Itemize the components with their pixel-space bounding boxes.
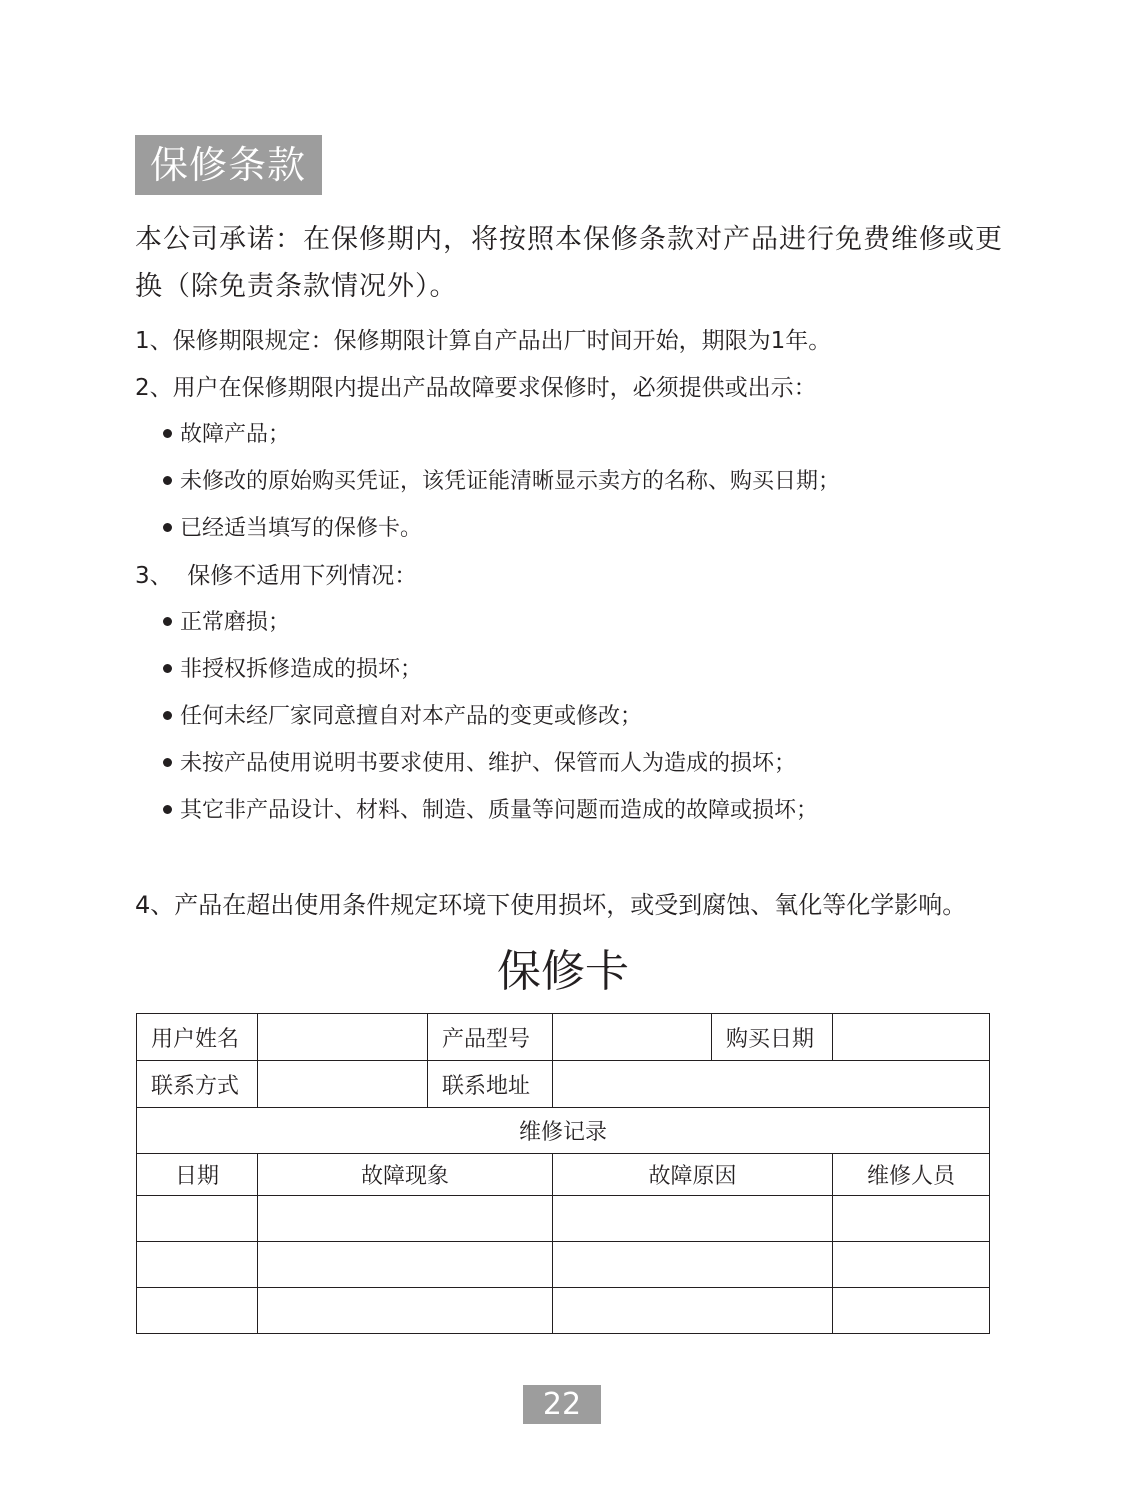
clause-3-bullet-1: 正常磨损；: [163, 608, 290, 638]
record-staff-cell[interactable]: [833, 1288, 990, 1334]
purchase-date-label: 购买日期: [712, 1014, 833, 1061]
record-staff-cell[interactable]: [833, 1242, 990, 1288]
warranty-card-title: 保修卡: [497, 946, 629, 997]
record-cause-cell[interactable]: [553, 1196, 833, 1242]
bullet-dot-icon: [163, 617, 172, 626]
table-row: [137, 1242, 990, 1288]
bullet-dot-icon: [163, 476, 172, 485]
clause-2-bullet-2: 未修改的原始购买凭证，该凭证能清晰显示卖方的名称、购买日期；: [163, 467, 840, 497]
section-title: 保修条款: [135, 135, 322, 195]
repair-record-header: 维修记录: [137, 1108, 990, 1154]
user-name-field[interactable]: [258, 1014, 428, 1061]
product-model-label: 产品型号: [428, 1014, 553, 1061]
warranty-card-table: [136, 1013, 990, 1334]
col-date-header: 日期: [137, 1154, 258, 1196]
clause-2: 2、用户在保修期限内提出产品故障要求保修时，必须提供或出示：: [135, 375, 817, 401]
col-cause-header: 故障原因: [553, 1154, 833, 1196]
bullet-dot-icon: [163, 711, 172, 720]
record-cause-cell[interactable]: [553, 1242, 833, 1288]
clause-3-bullet-5: 其它非产品设计、材料、制造、质量等问题而造成的故障或损坏；: [163, 796, 818, 826]
record-date-cell[interactable]: [137, 1196, 258, 1242]
record-symptom-cell[interactable]: [258, 1288, 553, 1334]
clause-1: 1、保修期限规定：保修期限计算自产品出厂时间开始，期限为1年。: [135, 328, 832, 354]
clause-3: 3、 保修不适用下列情况：: [135, 563, 418, 589]
clause-3-bullet-2: 非授权拆修造成的损坏；: [163, 655, 422, 685]
address-label: 联系地址: [428, 1061, 553, 1108]
address-field[interactable]: [553, 1061, 990, 1108]
bullet-dot-icon: [163, 805, 172, 814]
clause-2-bullet-1: 故障产品；: [163, 420, 290, 450]
record-symptom-cell[interactable]: [258, 1242, 553, 1288]
bullet-dot-icon: [163, 429, 172, 438]
user-name-label: 用户姓名: [137, 1014, 258, 1061]
record-staff-cell[interactable]: [833, 1196, 990, 1242]
intro-paragraph: 本公司承诺：在保修期内，将按照本保修条款对产品进行免费维修或更换（除免责条款情况外）。: [135, 224, 1003, 302]
bullet-dot-icon: [163, 523, 172, 532]
contact-field[interactable]: [258, 1061, 428, 1108]
clause-3-bullet-4: 未按产品使用说明书要求使用、维护、保管而人为造成的损坏；: [163, 749, 796, 779]
col-staff-header: 维修人员: [833, 1154, 990, 1196]
col-symptom-header: 故障现象: [258, 1154, 553, 1196]
product-model-field[interactable]: [553, 1014, 712, 1061]
record-date-cell[interactable]: [137, 1288, 258, 1334]
record-date-cell[interactable]: [137, 1242, 258, 1288]
clause-2-bullet-3: 已经适当填写的保修卡。: [163, 514, 422, 544]
bullet-dot-icon: [163, 758, 172, 767]
contact-label: 联系方式: [137, 1061, 258, 1108]
table-row: [137, 1196, 990, 1242]
table-row: [137, 1288, 990, 1334]
purchase-date-field[interactable]: [833, 1014, 990, 1061]
record-symptom-cell[interactable]: [258, 1196, 553, 1242]
record-cause-cell[interactable]: [553, 1288, 833, 1334]
clause-4: 4、产品在超出使用条件规定环境下使用损坏，或受到腐蚀、氧化等化学影响。: [135, 891, 967, 919]
clause-3-bullet-3: 任何未经厂家同意擅自对本产品的变更或修改；: [163, 702, 642, 732]
page-number: 22: [523, 1385, 601, 1424]
bullet-dot-icon: [163, 664, 172, 673]
